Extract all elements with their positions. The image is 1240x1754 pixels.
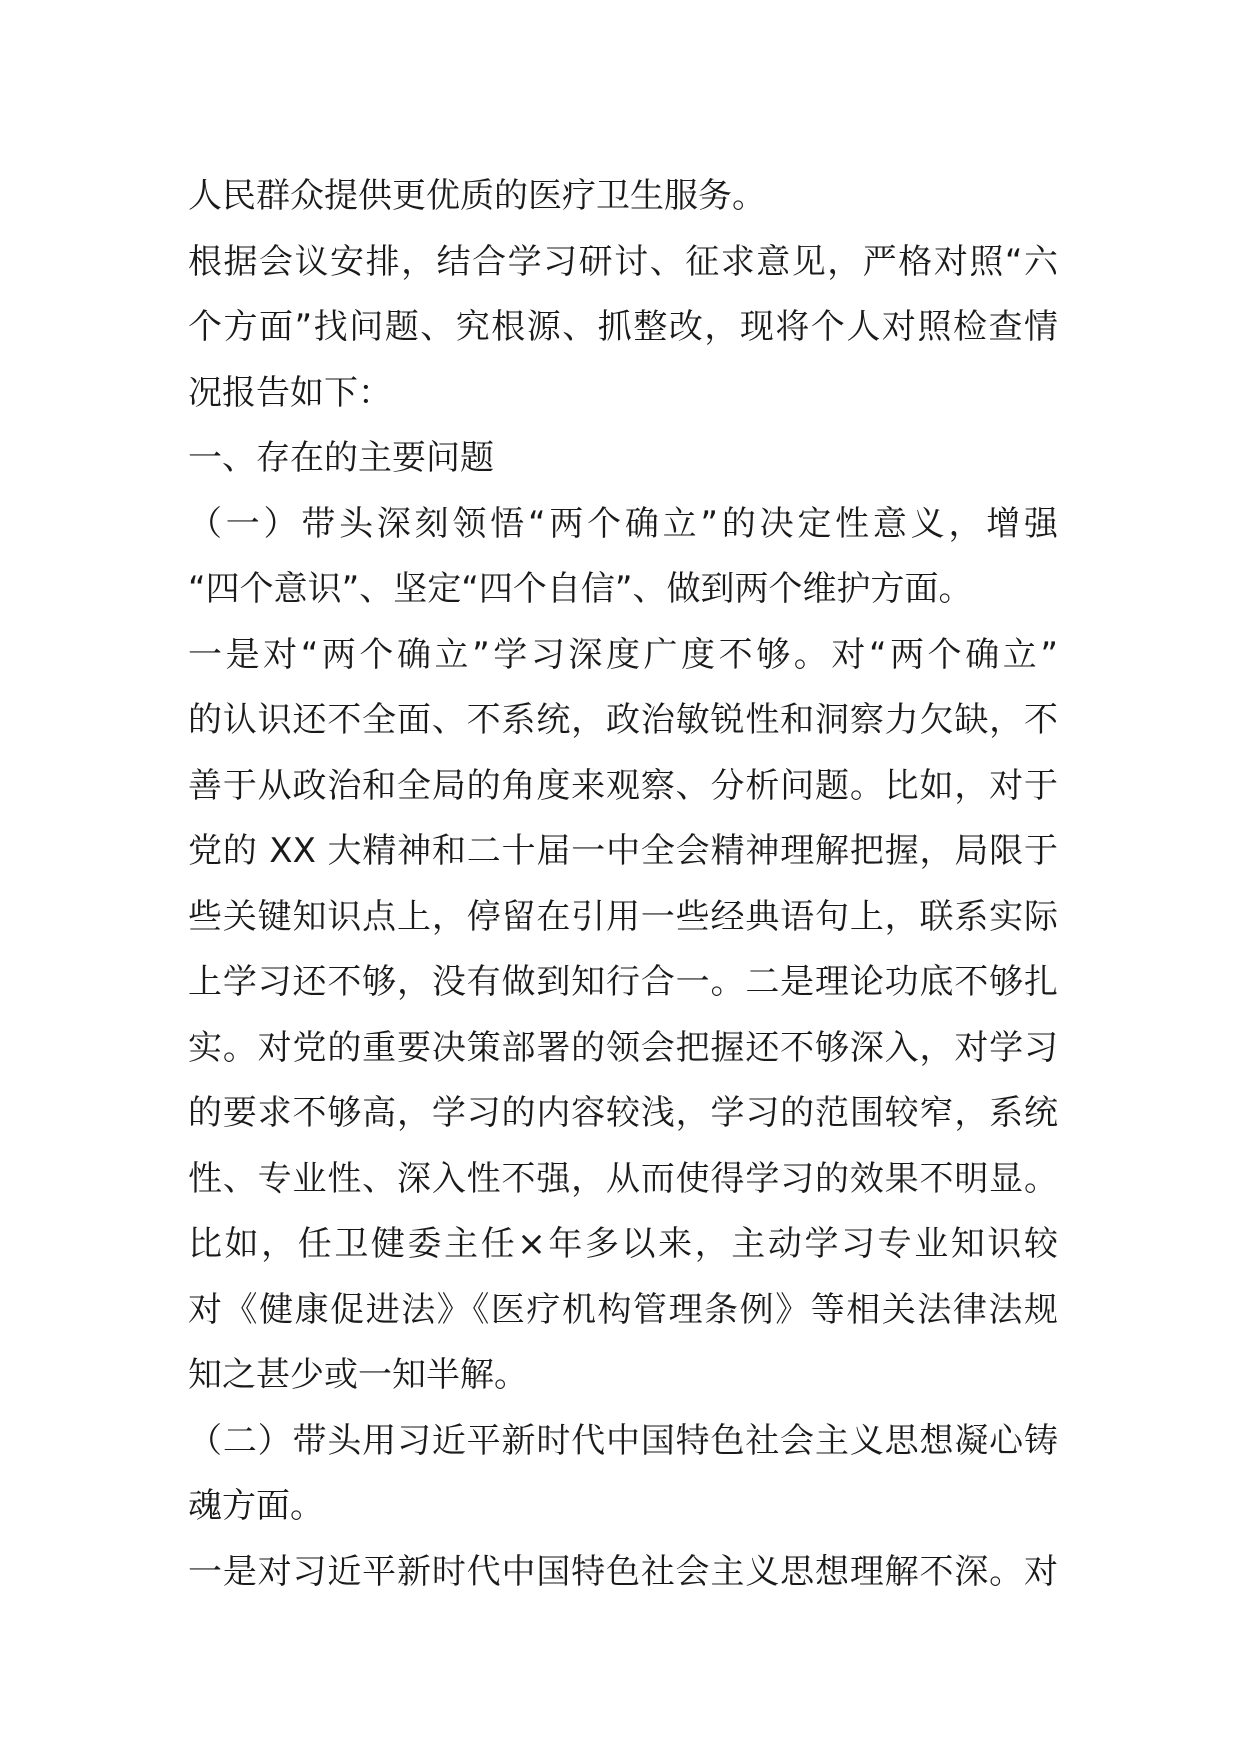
text-line: 党的 XX 大精神和二十届一中全会精神理解把握，局限于	[188, 831, 1058, 871]
text-line: 知之甚少或一知半解。	[188, 1355, 528, 1395]
text-line: 性、专业性、深入性不强，从而使得学习的效果不明显。	[188, 1158, 1058, 1199]
text-line: 善于从政治和全局的角度来观察、分析问题。比如，对于	[188, 765, 1058, 806]
text-line: 对《健康促进法》《医疗机构管理条例》等相关法律法规	[188, 1289, 1058, 1330]
text-line: 一是对“两个确立”学习深度广度不够。对“两个确立”	[188, 634, 1058, 675]
text-line: 的认识还不全面、不系统，政治敏锐性和洞察力欠缺，不	[188, 700, 1058, 740]
text-line: 一是对习近平新时代中国特色社会主义思想理解不深。对	[188, 1551, 1058, 1592]
text-line: 根据会议安排，结合学习研讨、征求意见，严格对照“六	[188, 241, 1058, 282]
subsection-heading: 魂方面。	[188, 1486, 324, 1526]
text-line: 上学习还不够，没有做到知行合一。二是理论功底不够扎	[188, 962, 1058, 1002]
text-line: 人民群众提供更优质的医疗卫生服务。	[188, 176, 766, 216]
subsection-heading: （二）带头用习近平新时代中国特色社会主义思想凝心铸	[188, 1420, 1058, 1461]
subsection-heading: （一）带头深刻领悟“两个确立”的决定性意义，增强	[188, 503, 1058, 544]
text-line: 个方面”找问题、究根源、抓整改，现将个人对照检查情	[188, 307, 1058, 347]
document-body	[188, 164, 1058, 1605]
section-heading: 一、存在的主要问题	[188, 438, 494, 478]
text-line: 实。对党的重要决策部署的领会把握还不够深入，对学习	[188, 1027, 1058, 1068]
text-line: 比如，任卫健委主任×年多以来，主动学习专业知识较	[188, 1224, 1058, 1264]
subsection-heading: “四个意识”、坚定“四个自信”、做到两个维护方面。	[188, 569, 973, 609]
text-line: 些关键知识点上，停留在引用一些经典语句上，联系实际	[188, 896, 1058, 937]
text-line: 况报告如下：	[188, 372, 392, 413]
text-line: 的要求不够高，学习的内容较浅，学习的范围较窄，系统	[188, 1093, 1058, 1133]
